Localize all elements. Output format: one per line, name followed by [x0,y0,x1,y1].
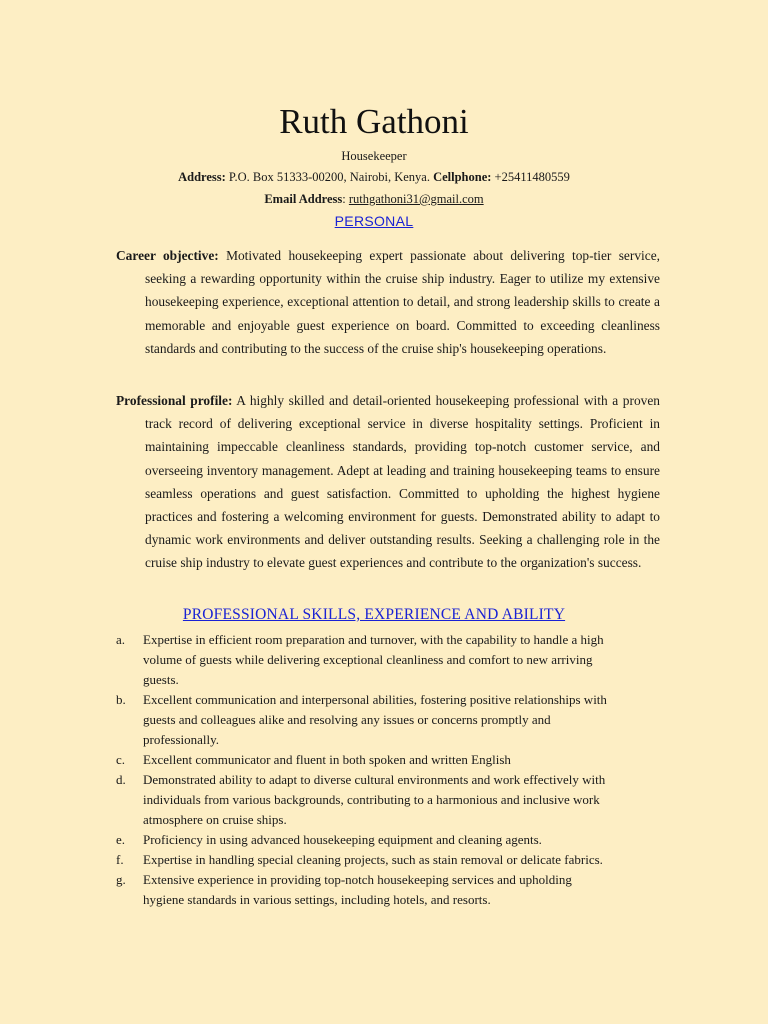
list-marker: a. [116,632,126,647]
email-separator: : [342,192,349,206]
professional-profile-text: A highly skilled and detail-oriented housekeeping professional with a proven track record of delivering exceptional service in diverse hospitality settings. Proficient in maintaining impeccable cleanliness standards, providing top-notch customer service, and overseeing inventory management. Adept at leading and training housekeeping teams to ensure seamless operations and guest satisfaction. Committed to upholding the highest hygiene practices and fostering a welcoming environment for guests. Demonstrated ability to adapt to dynamic work environments and deliver outstanding results. Seeking a challenging role in the cruise ship industry to elevate guest experiences and contribute to the organization's success. [145,393,660,571]
professional-profile [116,389,660,575]
list-item-text: Expertise in handling special cleaning projects, such as stain removal or delicate fabrics. [143,852,603,867]
address-label: Address: [178,170,226,184]
email-label: Email Address [264,192,343,206]
list-marker: b. [116,692,126,707]
list-marker: c. [116,752,126,767]
cellphone-label: Cellphone: [433,170,492,184]
list-item-text: Extensive experience in providing top-notch housekeeping services and upholding hygiene standards in various settings, including hotels, and resorts. [143,872,572,907]
email-link[interactable]: ruthgathoni31@gmail.com [348,192,484,206]
skills-list [116,630,616,910]
list-marker: d. [116,772,126,787]
personal-heading: PERSONAL [334,213,414,229]
email-line [0,191,748,207]
career-objective [116,244,660,360]
list-marker: g. [116,872,126,887]
list-item [116,690,616,750]
career-objective-text: Motivated housekeeping expert passionate about delivering top-tier service, seeking a rewarding opportunity within the cruise ship industry. Eager to utilize my extensive housekeeping experience, exceptional attention to detail, and strong leadership skills to create a memorable and enjoyable guest experience on board. Committed to exceeding cleanliness standards and contributing to the success of the cruise ship's housekeeping operations. [145,248,660,356]
list-item-text: Expertise in efficient room preparation and turnover, with the capability to handle a high volume of guests while delivering exceptional cleanliness and comfort to new arriving guests. [143,632,604,687]
contact-line [0,169,748,185]
skills-heading: PROFESSIONAL SKILLS, EXPERIENCE AND ABILITY [182,606,566,623]
career-objective-label: Career objective: [116,248,219,263]
list-item [116,870,616,910]
list-item [116,830,616,850]
list-item-text: Proficiency in using advanced housekeeping equipment and cleaning agents. [143,832,542,847]
list-marker: f. [116,852,124,867]
professional-profile-label: Professional profile: [116,393,233,408]
list-item-text: Excellent communication and interpersonal abilities, fostering positive relationships with guests and colleagues alike and resolving any issues or concerns promptly and professionally. [143,692,607,747]
list-item-text: Excellent communicator and fluent in both spoken and written English [143,752,511,767]
list-item [116,850,616,870]
list-marker: e. [116,832,126,847]
job-title: Housekeeper [341,149,407,163]
list-item [116,770,616,830]
list-item [116,750,616,770]
candidate-name: Ruth Gathoni [279,102,469,141]
list-item-text: Demonstrated ability to adapt to diverse cultural environments and work effectively with individuals from various backgrounds, contributing to a harmonious and inclusive work atmosphere on cruise ships. [143,772,606,827]
cellphone-value: +25411480559 [491,170,570,184]
address-value: P.O. Box 51333-00200, Nairobi, Kenya. [225,170,430,184]
list-item [116,630,616,690]
